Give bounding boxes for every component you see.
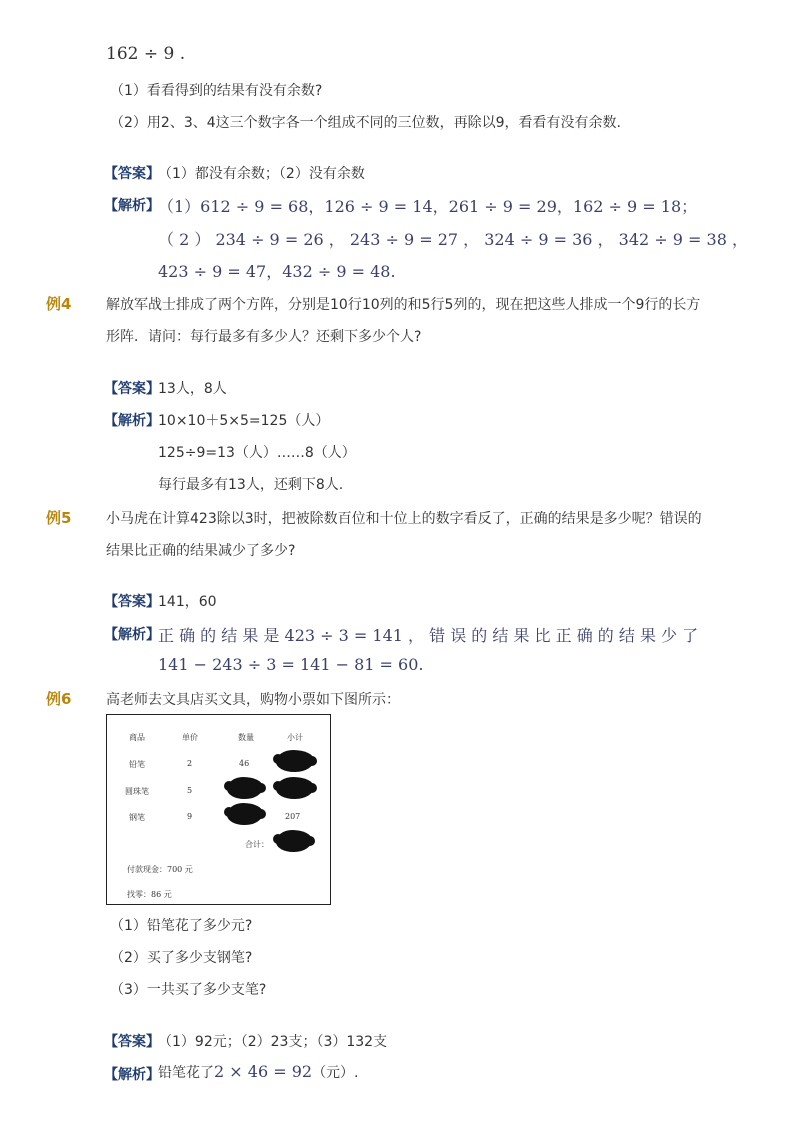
receipt-row-2-qty-blot [228, 778, 262, 798]
ex6-question-2: （2）买了多少支钢笔? [110, 950, 253, 966]
ex4-analysis-line-1: 10×10＋5×5=125（人） [158, 413, 330, 429]
ex3-answer-tag: 【答案】 [104, 166, 160, 182]
intro-expression: 162 ÷ 9 . [106, 44, 186, 64]
receipt-row-1-item: 铅笔 [129, 760, 145, 769]
ex5-question-line-2: 结果比正确的结果减少了多少? [106, 543, 296, 559]
receipt-header-subtotal: 小计 [287, 733, 303, 742]
ex5-answer-tag: 【答案】 [104, 594, 160, 610]
ex4-answer-tag: 【答案】 [104, 381, 160, 397]
ex5-question-line-1: 小马虎在计算423除以3时，把被除数百位和十位上的数字看反了，正确的结果是多少呢？错误的 [106, 511, 702, 527]
ex4-analysis-tag: 【解析】 [104, 413, 160, 429]
ex6-question-line-1: 高老师去文具店买文具，购物小票如下图所示： [106, 692, 400, 708]
ex5-analysis-tag: 【解析】 [104, 627, 160, 643]
ex6-analysis-line-1 [158, 1062, 359, 1082]
receipt-header-price: 单价 [182, 733, 198, 742]
ex6-analysis-tag: 【解析】 [104, 1067, 160, 1083]
ex6-analysis-text: 铅笔花了 [158, 1065, 214, 1081]
receipt-row-1-price: 2 [187, 759, 193, 768]
ex3-analysis-tag: 【解析】 [104, 198, 160, 214]
example-6-label: 例6 [46, 690, 72, 708]
example-5-label: 例5 [46, 509, 72, 527]
ex6-analysis-math: 2 × 46 = 92 [214, 1062, 313, 1081]
receipt-row-2-item: 圆珠笔 [125, 787, 149, 796]
ex3-analysis-line-1: （1）612 ÷ 9 = 68，126 ÷ 9 = 14，261 ÷ 9 = 29，162 ÷ 9 = 18； [158, 197, 698, 216]
receipt-row-3-price: 9 [187, 812, 193, 821]
shopping-receipt [106, 714, 331, 905]
ex5-analysis-line-1: 正 确 的 结 果 是 423 ÷ 3 = 141 ， 错 误 的 结 果 比 正 确 的 结 果 少 了 [158, 626, 699, 645]
intro-question-1: （1）看看得到的结果有没有余数? [110, 83, 323, 99]
ex3-analysis-line-3: 423 ÷ 9 = 47，432 ÷ 9 = 48. [158, 262, 396, 281]
ex6-answer-tag: 【答案】 [104, 1034, 160, 1050]
ex4-analysis-line-3: 每行最多有13人，还剩下8人. [158, 477, 344, 493]
receipt-row-3-subtotal: 207 [285, 812, 301, 821]
ex4-analysis-line-2: 125÷9=13（人）……8（人） [158, 445, 356, 461]
ex6-analysis-tail: （元）. [312, 1065, 359, 1081]
receipt-header-item: 商品 [129, 733, 145, 742]
ex4-answer: 13人，8人 [158, 381, 227, 397]
receipt-total-blot [277, 831, 311, 851]
ex6-question-1: （1）铅笔花了多少元? [110, 918, 253, 934]
receipt-row-2-price: 5 [187, 786, 193, 795]
ex6-answer: （1）92元；（2）23支；（3）132支 [158, 1034, 388, 1050]
intro-question-2: （2）用2、3、4这三个数字各一个组成不同的三位数，再除以9，看看有没有余数. [110, 115, 621, 131]
receipt-row-1-subtotal-blot [277, 751, 313, 771]
receipt-header-qty: 数量 [238, 733, 254, 742]
ex4-question-line-2: 形阵．请问：每行最多有多少人？还剩下多少个人? [106, 329, 422, 345]
ex3-analysis-line-2: （ 2 ） 234 ÷ 9 = 26 ， 243 ÷ 9 = 27 ， 324 ÷ 9 = 36 ， 342 ÷ 9 = 38 ， [158, 230, 748, 249]
receipt-cash-paid: 付款现金：700 元 [127, 865, 193, 874]
receipt-row-3-item: 钢笔 [129, 813, 145, 822]
ex5-analysis-line-2: 141 − 243 ÷ 3 = 141 − 81 = 60. [158, 655, 424, 674]
ex5-answer: 141，60 [158, 594, 217, 610]
receipt-row-2-subtotal-blot [277, 778, 313, 798]
example-4-label: 例4 [46, 295, 72, 313]
receipt-change: 找零：86 元 [127, 890, 172, 899]
ex6-question-3: （3）一共买了多少支笔? [110, 982, 267, 998]
receipt-row-1-qty: 46 [239, 759, 250, 768]
receipt-row-3-qty-blot [228, 804, 262, 824]
ex3-answer: （1）都没有余数；（2）没有余数 [158, 166, 365, 182]
receipt-total-label: 合计： [245, 840, 269, 849]
ex4-question-line-1: 解放军战士排成了两个方阵，分别是10行10列的和5行5列的，现在把这些人排成一个9行的长方 [106, 297, 701, 313]
